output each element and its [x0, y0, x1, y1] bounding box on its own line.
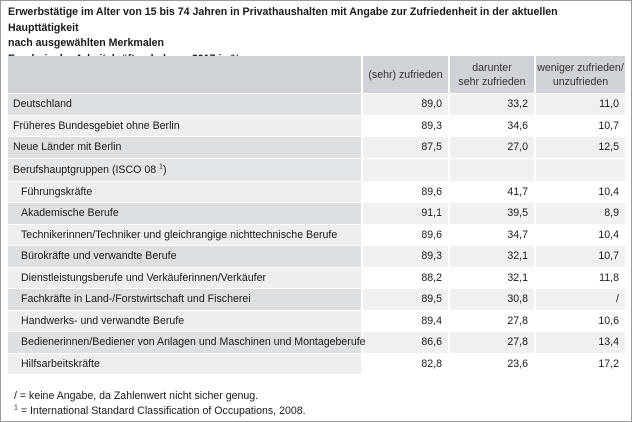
header-very-satisfied: darunter sehr zufrieden [449, 56, 535, 94]
cell-less-satisfied: 13,4 [535, 332, 625, 354]
row-label: Bedienerinnen/Bediener von Anlagen und Maschinen und Montageberufe [8, 332, 362, 354]
row-label: Führungskräfte [8, 181, 362, 203]
footnote-marker: 1 [159, 162, 163, 170]
cell-satisfied: 88,2 [362, 267, 449, 289]
group-blank-cell [449, 158, 535, 181]
row-label: Handwerks- und verwandte Berufe [8, 310, 362, 332]
cell-satisfied: 91,1 [362, 203, 449, 225]
cell-very-satisfied: 27,0 [449, 137, 535, 159]
cell-less-satisfied: 10,7 [535, 115, 625, 137]
header-empty-cell [8, 56, 362, 94]
cell-less-satisfied: / [535, 289, 625, 311]
table-row [8, 267, 625, 289]
row-label: Technikerinnen/Techniker und gleichrangige nichttechnische Berufe [8, 224, 362, 246]
cell-very-satisfied: 23,6 [449, 353, 535, 374]
footnote-no-value: / = keine Angabe, da Zahlenwert nicht sicher genug. [14, 390, 259, 402]
cell-less-satisfied: 8,9 [535, 203, 625, 225]
table-row [8, 203, 625, 225]
group-header-row [8, 158, 625, 181]
cell-less-satisfied: 10,7 [535, 246, 625, 268]
table-row [8, 332, 625, 354]
table-row [8, 137, 625, 159]
cell-satisfied: 89,0 [362, 94, 449, 116]
cell-satisfied: 89,6 [362, 181, 449, 203]
cell-satisfied: 87,5 [362, 137, 449, 159]
cell-satisfied: 86,6 [362, 332, 449, 354]
cell-very-satisfied: 32,1 [449, 267, 535, 289]
cell-less-satisfied: 10,4 [535, 181, 625, 203]
cell-very-satisfied: 34,6 [449, 115, 535, 137]
row-label: Deutschland [8, 94, 362, 116]
table-row [8, 289, 625, 311]
table-row [8, 224, 625, 246]
cell-very-satisfied: 27,8 [449, 332, 535, 354]
cell-less-satisfied: 11,0 [535, 94, 625, 116]
header-less-satisfied: weniger zufrieden/ unzufrieden [535, 56, 625, 94]
table-row [8, 246, 625, 268]
cell-very-satisfied: 33,2 [449, 94, 535, 116]
cell-less-satisfied: 10,4 [535, 224, 625, 246]
cell-very-satisfied: 32,1 [449, 246, 535, 268]
group-blank-cell [362, 158, 449, 181]
cell-very-satisfied: 30,8 [449, 289, 535, 311]
header-satisfied: (sehr) zufrieden [362, 56, 449, 94]
table-row [8, 181, 625, 203]
cell-less-satisfied: 10,6 [535, 310, 625, 332]
footnote-isco: $^1$ = International Standard Classification of Occupations, 2008. [14, 404, 306, 417]
title-line-1: Erwerbstätige im Alter von 15 bis 74 Jahren in Privathaushalten mit Angabe zur Zufriedenheit in der aktuellen Haupttätigkeit [8, 6, 558, 34]
cell-less-satisfied: 11,8 [535, 267, 625, 289]
title-line-2: nach ausgewählten Merkmalen [8, 37, 165, 49]
row-label: Bürokräfte und verwandte Berufe [8, 246, 362, 268]
group-blank-cell [535, 158, 625, 181]
cell-very-satisfied: 41,7 [449, 181, 535, 203]
cell-very-satisfied: 27,8 [449, 310, 535, 332]
cell-satisfied: 89,4 [362, 310, 449, 332]
table-header-row [8, 56, 625, 94]
cell-satisfied: 82,8 [362, 353, 449, 374]
footnote-marker: 1 [14, 404, 18, 412]
cell-very-satisfied: 34,7 [449, 224, 535, 246]
row-label: Dienstleistungsberufe und Verkäuferinnen/Verkäufer [8, 267, 362, 289]
cell-satisfied: 89,6 [362, 224, 449, 246]
cell-satisfied: 89,5 [362, 289, 449, 311]
table-row [8, 94, 625, 116]
row-label: Früheres Bundesgebiet ohne Berlin [8, 115, 362, 137]
row-label: Hilfsarbeitskräfte [8, 353, 362, 374]
row-label: Neue Länder mit Berlin [8, 137, 362, 159]
row-label: Fachkräfte in Land-/Forstwirtschaft und Fischerei [8, 289, 362, 311]
cell-satisfied: 89,3 [362, 115, 449, 137]
row-label: Akademische Berufe [8, 203, 362, 225]
footnotes [14, 389, 306, 419]
cell-less-satisfied: 12,5 [535, 137, 625, 159]
cell-less-satisfied: 17,2 [535, 353, 625, 374]
cell-satisfied: 89,3 [362, 246, 449, 268]
table-row [8, 115, 625, 137]
statistics-table [8, 56, 625, 374]
table-row [8, 353, 625, 374]
table-row [8, 310, 625, 332]
cell-very-satisfied: 39,5 [449, 203, 535, 225]
group-label: Berufshauptgruppen (ISCO 08 $^1$) [8, 158, 362, 181]
